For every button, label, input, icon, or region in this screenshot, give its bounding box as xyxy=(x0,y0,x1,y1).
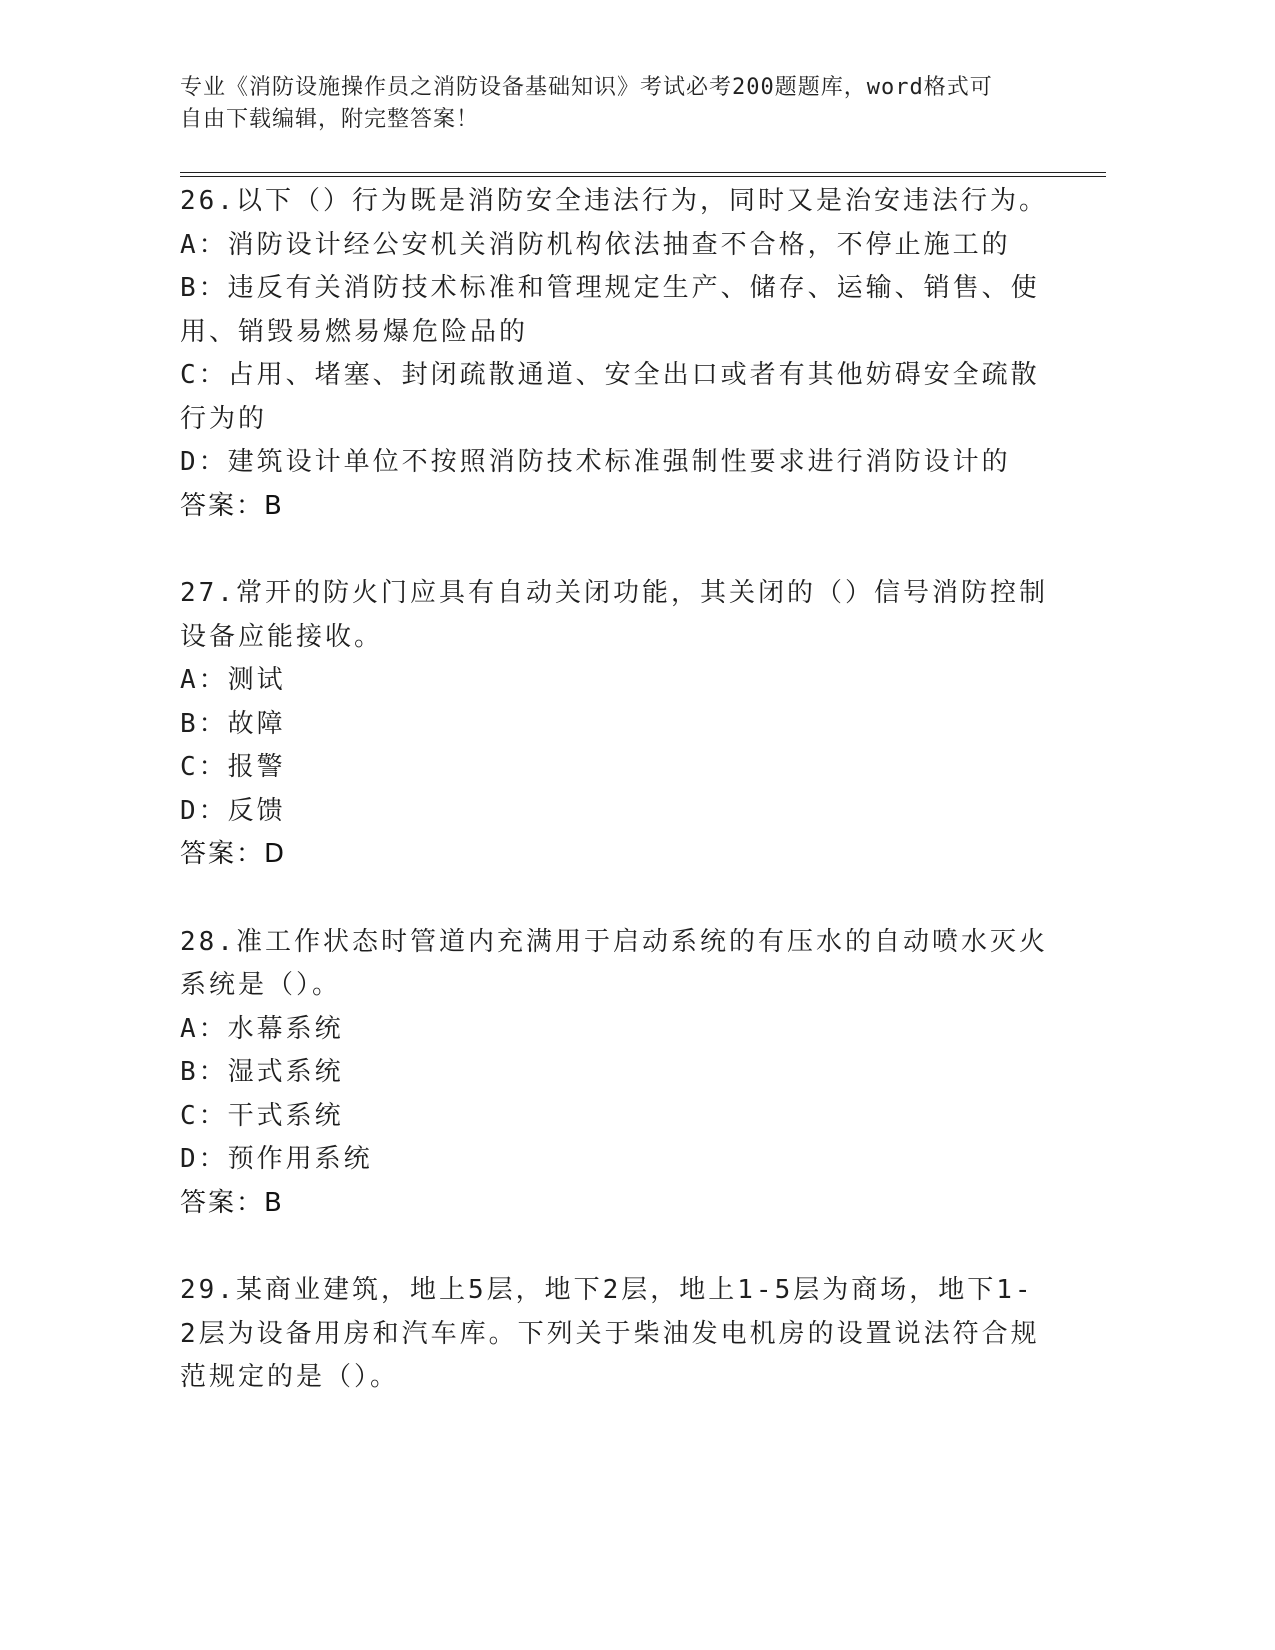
answer: 答案：D xyxy=(180,839,287,869)
question-26 xyxy=(180,180,1050,528)
option-c: C：干式系统 xyxy=(180,1100,344,1131)
option-d: D：建筑设计单位不按照消防技术标准强制性要求进行消防设计的 xyxy=(180,447,1011,477)
question-list xyxy=(180,180,1050,1444)
option-d: D：反馈 xyxy=(180,795,286,826)
header-divider xyxy=(180,172,1106,177)
question-stem: 28.准工作状态时管道内充满用于启动系统的有压水的自动喷水灭火系统是（）。 xyxy=(180,926,1048,1000)
question-stem: 27.常开的防火门应具有自动关闭功能，其关闭的（）信号消防控制设备应能接收。 xyxy=(180,578,1048,652)
option-b: B：湿式系统 xyxy=(180,1057,344,1087)
question-28 xyxy=(180,921,1050,1226)
option-c: C：占用、堵塞、封闭疏散通道、安全出口或者有其他妨碍安全疏散行为的 xyxy=(180,360,1040,434)
answer: 答案：B xyxy=(180,490,284,521)
option-c: C：报警 xyxy=(180,752,286,782)
answer: 答案：B xyxy=(180,1187,284,1218)
question-29 xyxy=(180,1269,1050,1400)
option-b: B：违反有关消防技术标准和管理规定生产、储存、运输、销售、使用、销毁易燃易爆危险品的 xyxy=(180,273,1040,347)
header-line-2: 自由下载编辑，附完整答案！ xyxy=(180,107,480,132)
option-a: A：测试 xyxy=(180,665,286,695)
question-stem: 26.以下（）行为既是消防安全违法行为，同时又是治安违法行为。 xyxy=(180,186,1048,216)
header-line-1: 专业《消防设施操作员之消防设备基础知识》考试必考200题题库，word格式可 xyxy=(180,75,993,100)
option-a: A：水幕系统 xyxy=(180,1013,344,1044)
option-a: A：消防设计经公安机关消防机构依法抽查不合格，不停止施工的 xyxy=(180,229,1011,260)
question-27 xyxy=(180,572,1050,877)
document-header xyxy=(180,72,1040,136)
question-stem: 29.某商业建筑，地上5层，地下2层，地上1-5层为商场，地下1-2层为设备用房和汽车库。下列关于柴油发电机房的设置说法符合规范规定的是（）。 xyxy=(180,1275,1040,1392)
option-b: B：故障 xyxy=(180,708,286,739)
option-d: D：预作用系统 xyxy=(180,1144,373,1174)
